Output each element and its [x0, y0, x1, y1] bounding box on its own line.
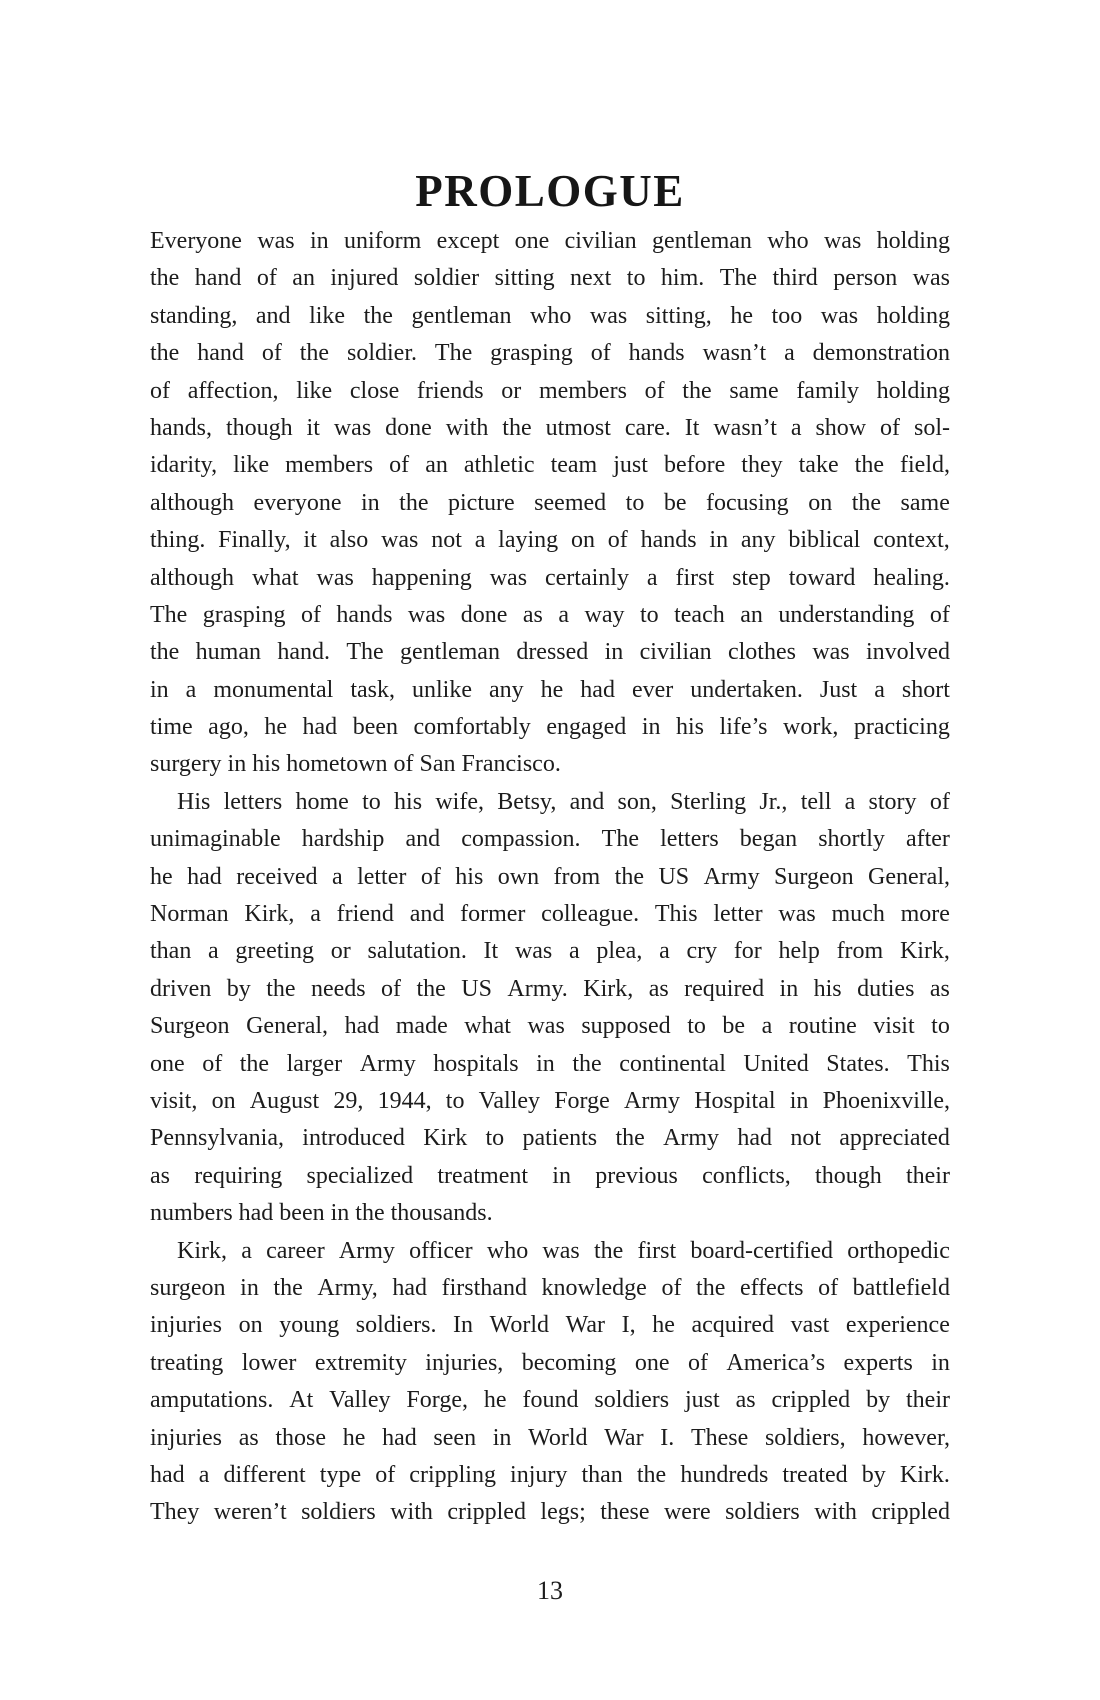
text-line: although what was happening was certainly a first step toward healing.: [150, 564, 950, 591]
text-line: They weren’t soldiers with crippled legs; these were soldiers with crippled: [150, 1499, 950, 1526]
text-line: injuries on young soldiers. In World War I, he acquired vast experience: [150, 1312, 950, 1339]
text-line: surgeon in the Army, had firsthand knowledge of the effects of battlefield: [150, 1274, 950, 1301]
text-line: Everyone was in uniform except one civilian gentleman who was holding: [150, 228, 950, 254]
text-line: standing, and like the gentleman who was sitting, he too was holding: [150, 302, 950, 329]
text-line: the hand of the soldier. The grasping of hands wasn’t a demonstration: [150, 340, 950, 367]
text-line: driven by the needs of the US Army. Kirk, as required in his duties as: [150, 975, 950, 1002]
text-line: unimaginable hardship and compassion. The letters began shortly after: [150, 826, 950, 853]
text-line: amputations. At Valley Forge, he found soldiers just as crippled by their: [150, 1387, 950, 1414]
text-line: The grasping of hands was done as a way to teach an understanding of: [150, 601, 950, 628]
text-line: as requiring specialized treatment in previous conflicts, though their: [150, 1162, 950, 1189]
text-line: Kirk, a career Army officer who was the first board-certified orthopedic: [177, 1237, 950, 1264]
text-line: of affection, like close friends or members of the same family holding: [150, 377, 950, 404]
text-line: Pennsylvania, introduced Kirk to patients the Army had not appreciated: [150, 1125, 950, 1152]
text-line: idarity, like members of an athletic team just before they take the field,: [150, 452, 950, 479]
chapter-title: PROLOGUE: [415, 166, 685, 217]
text-line: injuries as those he had seen in World War I. These soldiers, however,: [150, 1424, 950, 1451]
text-line: had a different type of crippling injury than the hundreds treated by Kirk.: [150, 1461, 950, 1488]
text-line: he had received a letter of his own from the US Army Surgeon General,: [150, 863, 950, 890]
text-line: surgery in his hometown of San Francisco.: [150, 751, 561, 778]
page-footer: [0, 1572, 1100, 1609]
text-line: Surgeon General, had made what was supposed to be a routine visit to: [150, 1013, 950, 1040]
text-line: hands, though it was done with the utmost care. It wasn’t a show of sol-: [150, 414, 950, 441]
text-line: Norman Kirk, a friend and former colleague. This letter was much more: [150, 901, 950, 928]
page-body: [150, 223, 950, 1532]
text-line: than a greeting or salutation. It was a plea, a cry for help from Kirk,: [150, 938, 950, 965]
text-line: treating lower extremity injuries, becoming one of America’s experts in: [150, 1349, 950, 1376]
page-number: 13: [537, 1576, 563, 1605]
text-line: the hand of an injured soldier sitting next to him. The third person was: [150, 265, 950, 292]
text-line: thing. Finally, it also was not a laying on of hands in any biblical context,: [150, 527, 950, 554]
text-line: visit, on August 29, 1944, to Valley Forge Army Hospital in Phoenixville,: [150, 1087, 950, 1114]
text-line: the human hand. The gentleman dressed in civilian clothes was involved: [150, 639, 950, 666]
text-line: time ago, he had been comfortably engaged in his life’s work, practicing: [150, 714, 950, 741]
paragraph: [150, 784, 950, 1233]
text-line: in a monumental task, unlike any he had ever undertaken. Just a short: [150, 676, 950, 703]
text-line: one of the larger Army hospitals in the continental United States. This: [150, 1050, 950, 1077]
text-line: numbers had been in the thousands.: [150, 1200, 493, 1227]
text-line: His letters home to his wife, Betsy, and son, Sterling Jr., tell a story of: [177, 788, 950, 815]
paragraph: [150, 1233, 950, 1532]
paragraph: [150, 223, 950, 784]
text-line: although everyone in the picture seemed to be focusing on the same: [150, 489, 950, 516]
